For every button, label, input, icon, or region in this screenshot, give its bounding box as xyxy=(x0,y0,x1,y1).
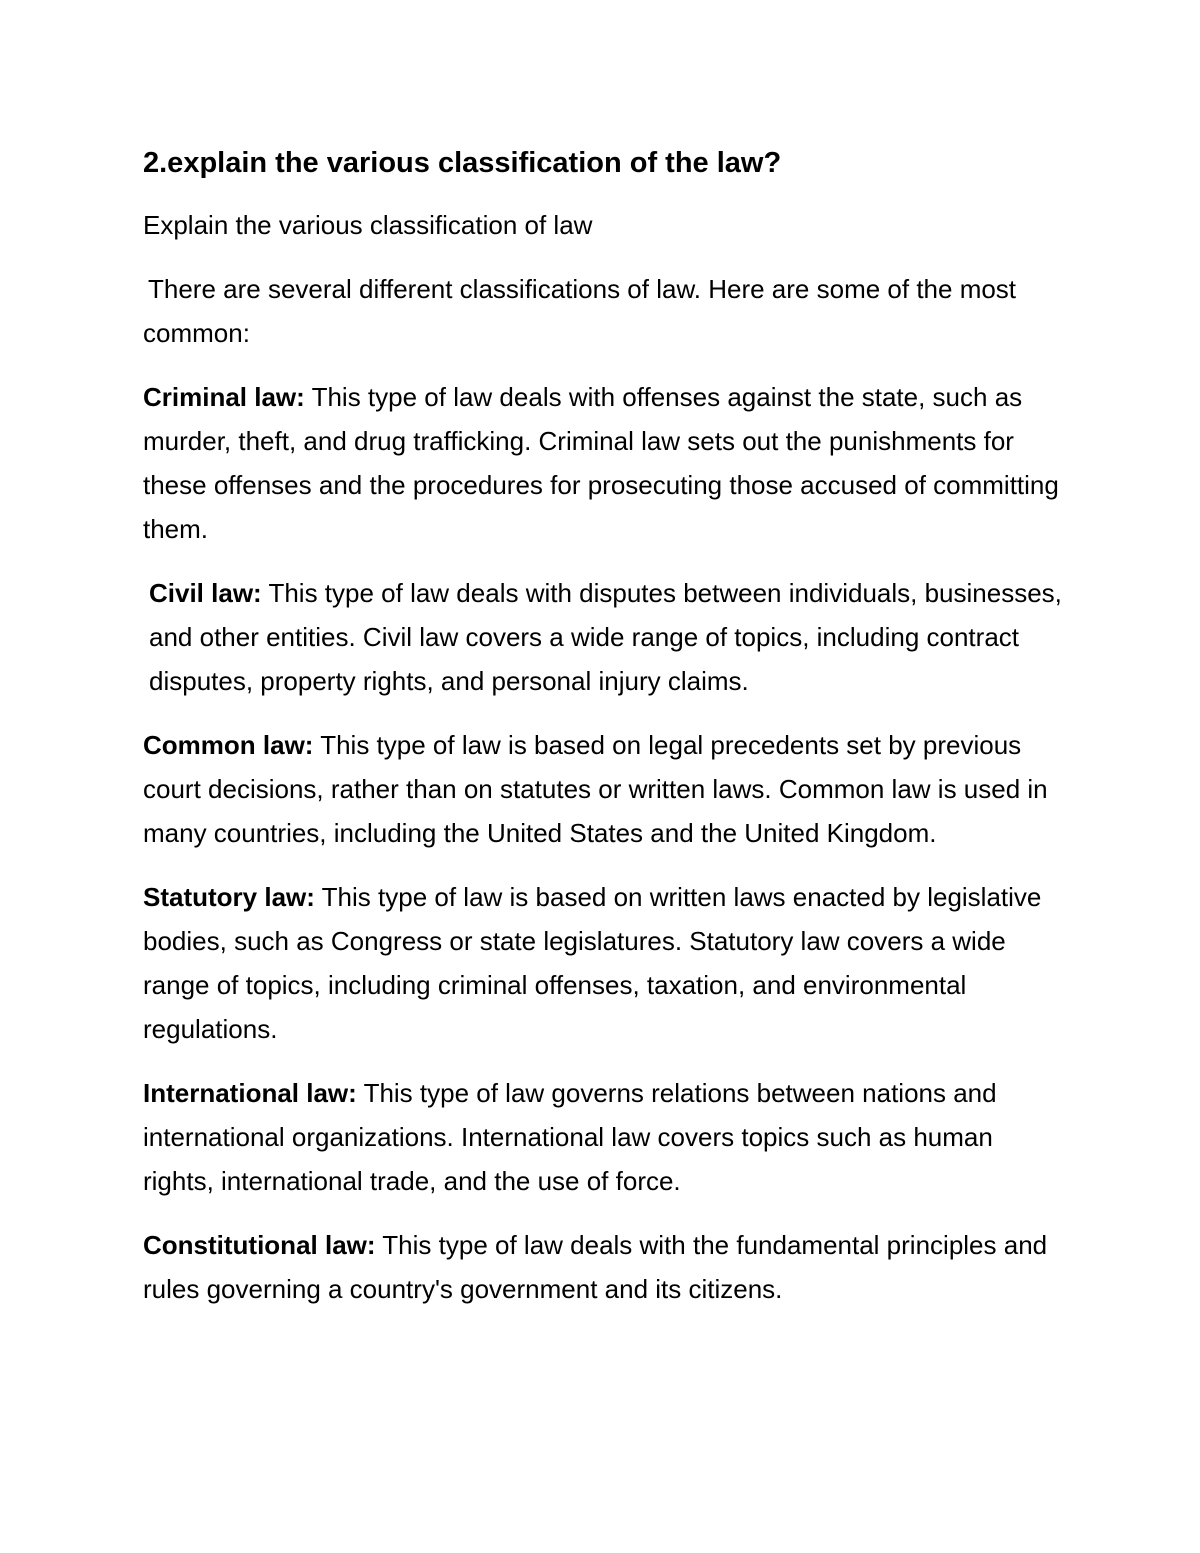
intro-paragraph: There are several different classifications of law. Here are some of the most common: xyxy=(143,274,1017,348)
section-text: This type of law is based on legal precedents set by previous court decisions, rather than on statutes or written laws. Common law is used in many countries, including the United States and the United Kingdom. xyxy=(143,730,1048,848)
section-international-law xyxy=(143,1071,1063,1203)
section-civil-law xyxy=(143,571,1063,703)
section-text: This type of law governs relations between nations and international organizations. International law covers topics such as human rights, international trade, and the use of force. xyxy=(143,1078,997,1196)
section-common-law xyxy=(143,723,1063,855)
section-term: Civil law: xyxy=(149,578,262,608)
section-term: Statutory law: xyxy=(143,882,315,912)
section-constitutional-law xyxy=(143,1223,1063,1311)
section-term: Criminal law: xyxy=(143,382,305,412)
section-criminal-law xyxy=(143,375,1063,551)
document-subtitle: Explain the various classification of law xyxy=(143,210,593,240)
section-text: This type of law is based on written laws enacted by legislative bodies, such as Congress or state legislatures. Statutory law covers a wide range of topics, including criminal offenses, taxation, and environmental regulations. xyxy=(143,882,1042,1044)
section-text: This type of law deals with the fundamental principles and rules governing a country's government and its citizens. xyxy=(143,1230,1048,1304)
section-statutory-law xyxy=(143,875,1063,1051)
section-text: This type of law deals with offenses against the state, such as murder, theft, and drug trafficking. Criminal law sets out the punishments for these offenses and the procedures for prosecuting those accused of committing them. xyxy=(143,382,1059,544)
section-term: International law: xyxy=(143,1078,357,1108)
document-title: 2.explain the various classification of the law? xyxy=(143,147,782,179)
section-text: This type of law deals with disputes between individuals, businesses, and other entities. Civil law covers a wide range of topics, including contract disputes, property rights, and personal injury claims. xyxy=(149,578,1062,696)
section-term: Constitutional law: xyxy=(143,1230,376,1260)
section-term: Common law: xyxy=(143,730,314,760)
document-body xyxy=(143,141,1063,1331)
